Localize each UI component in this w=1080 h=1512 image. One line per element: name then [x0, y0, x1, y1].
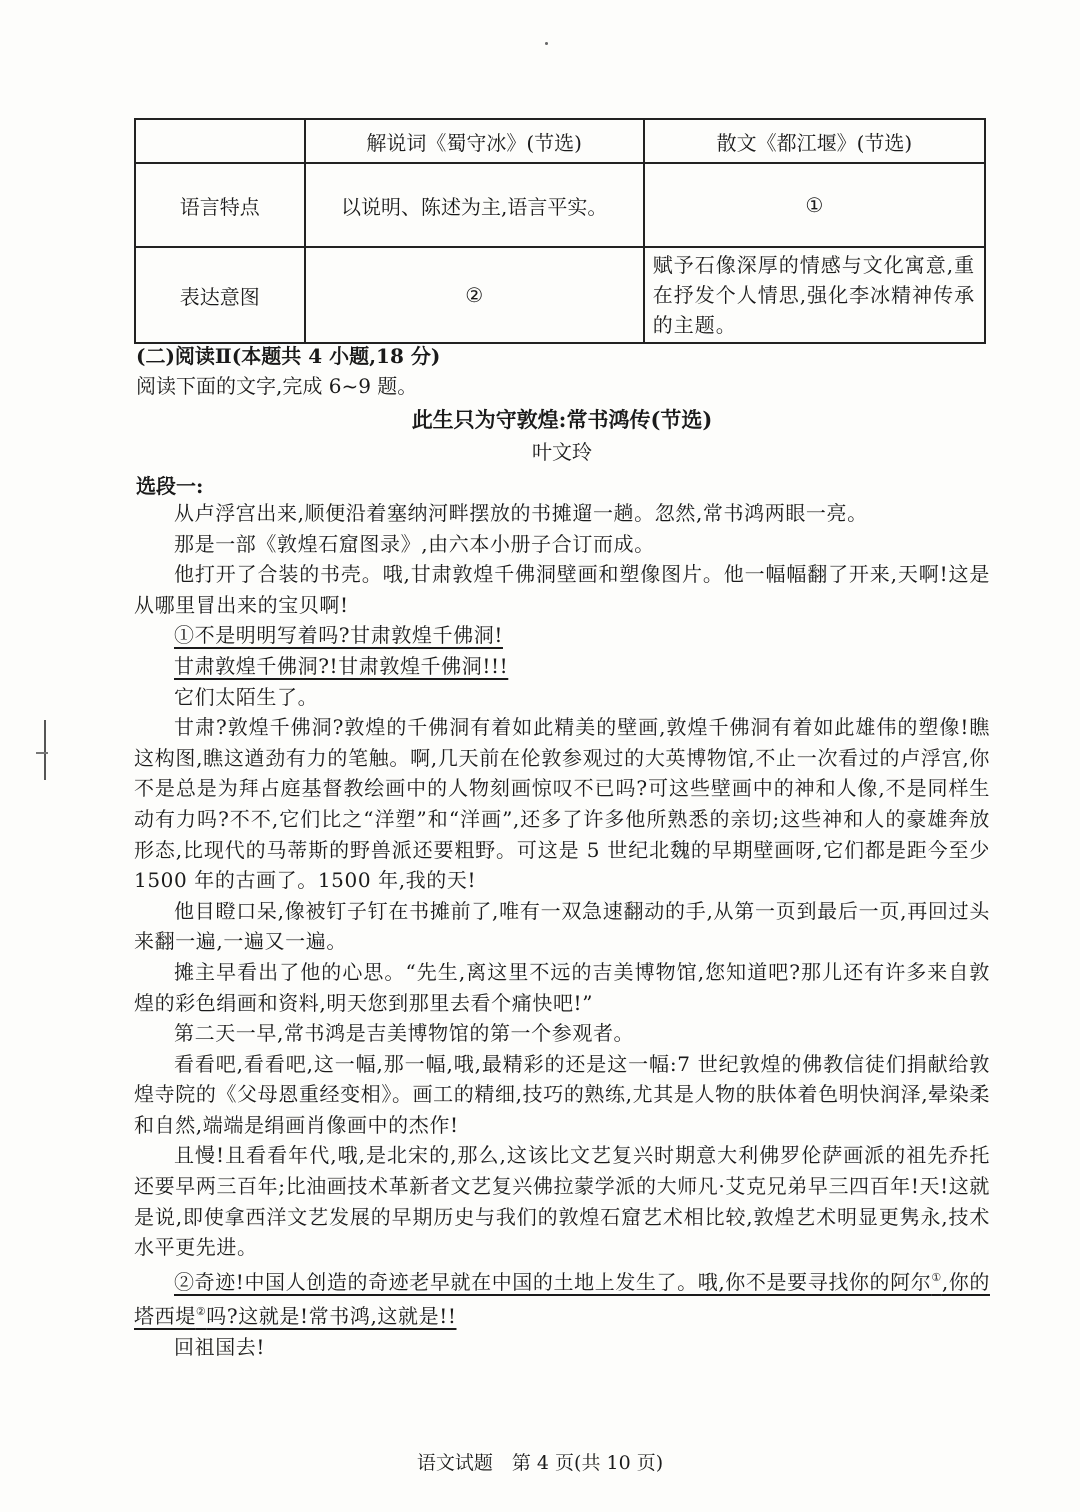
- scan-speck: [545, 42, 548, 45]
- paragraph-10: 第二天一早,常书鸿是吉美博物馆的第一个参观者。: [174, 1021, 635, 1046]
- paragraph-3: 他打开了合装的书壳。哦,甘肃敦煌千佛洞壁画和塑像图片。他一幅幅翻了开来,天啊!这是从哪里冒出来的宝贝啊!: [134, 562, 990, 617]
- paragraph-14: 回祖国去!: [174, 1335, 266, 1360]
- paragraph-6: 它们太陌生了。: [174, 684, 319, 709]
- author: 叶文玲: [532, 440, 592, 464]
- para13-part-c: 吗?这就是!常书鸿,这就是!!: [206, 1304, 457, 1329]
- page-footer: 语文试题 第 4 页(共 10 页): [416, 1452, 664, 1474]
- table-header-shushoubing: 解说词《蜀守冰》(节选): [305, 119, 644, 163]
- row-label-intent: 表达意图: [135, 247, 305, 343]
- comparison-table: [134, 118, 986, 344]
- paragraph-8: 他目瞪口呆,像被钉子钉在书摊前了,唯有一双急速翻动的手,从第一页到最后一页,再回过头来翻一遍,一遍又一遍。: [134, 898, 990, 954]
- section-heading: (二)阅读Ⅱ(本题共 4 小题,18 分): [136, 344, 441, 368]
- footnote-ref-1: ①: [931, 1270, 942, 1284]
- table-header-dujiangyan: 散文《都江堰》(节选): [644, 119, 985, 163]
- para13-part-b: ,你的塔西堤: [134, 1269, 990, 1329]
- cell-language-b: ①: [644, 163, 985, 247]
- underlined-sentence-1b: 甘肃敦煌千佛洞?!甘肃敦煌千佛洞!!!: [174, 653, 509, 678]
- paragraph-5-underlined: [134, 651, 990, 682]
- para13-part-a: ②奇迹!中国人创造的奇迹老早就在中国的土地上发生了。哦,你不是要寻找你的阿尔: [174, 1269, 932, 1294]
- paragraph-7: 甘肃?敦煌千佛洞?敦煌的千佛洞有着如此精美的壁画,敦煌千佛洞有着如此雄伟的塑像!瞧这构图,瞧这遒劲有力的笔触。啊,几天前在伦敦参观过的大英博物馆,不止一次看过的卢浮宫,你不是总是为拜占庭基督教绘画中的人物刻画惊叹不已吗?可这些壁画中的神和人像,不是同样生动有力吗?不不,它们比之“洋塑”和“洋画”,还多了许多他所熟悉的亲切;这些神和人的豪雄奔放形态,比现代的马蒂斯的野兽派还要粗野。可这是 5 世纪北魏的早期壁画呀,它们都是距今至少 1500 年的古画了。1500 年,我的天!: [134, 715, 990, 893]
- paragraph-9: 摊主早看出了他的心思。“先生,离这里不远的吉美博物馆,您知道吧?那儿还有许多来自敦煌的彩色绢画和资料,明天您到那里去看个痛快吧!”: [134, 959, 990, 1015]
- paragraph-12: 且慢!且看看年代,哦,是北宋的,那么,这该比文艺复兴时期意大利佛罗伦萨画派的祖先乔托还要早两三百年;比油画技术革新者文艺复兴佛拉蒙学派的大师凡·艾克兄弟早三四百年!天!这就是说,即使拿西洋文艺发展的早期历史与我们的敦煌石窟艺术相比较,敦煌艺术明显更隽永,技术水平更先进。: [134, 1143, 990, 1260]
- article-body: [134, 498, 990, 1363]
- table-header-row: [135, 119, 985, 163]
- cell-intent-b: 赋予石像深厚的情感与文化寓意,重在抒发个人情思,强化李冰精神传承的主题。: [644, 247, 985, 343]
- paragraph-1: 从卢浮宫出来,顺便沿着塞纳河畔摆放的书摊遛一趟。忽然,常书鸿两眼一亮。: [174, 501, 868, 525]
- margin-mark-tick: [36, 752, 48, 754]
- paragraph-11: 看看吧,看看吧,这一幅,那一幅,哦,最精彩的还是这一幅:7 世纪敦煌的佛教信徒们捐献给敦煌寺院的《父母恩重经变相》。画工的精细,技巧的熟练,尤其是人物的肤体着色明快润泽,晕染柔和自然,端端是绢画肖像画中的杰作!: [134, 1051, 990, 1137]
- cell-language-a: 以说明、陈述为主,语言平实。: [305, 163, 644, 247]
- article-title: 此生只为守敦煌:常书鸿传(节选): [411, 407, 713, 432]
- paragraph-4-underlined: [134, 620, 990, 651]
- paragraph-2: 那是一部《敦煌石窟图录》,由六本小册子合订而成。: [174, 531, 655, 556]
- margin-mark: [44, 720, 46, 780]
- table-row: [135, 163, 985, 247]
- row-label-language: 语言特点: [135, 163, 305, 247]
- underlined-sentence-2: [134, 1270, 990, 1329]
- instruction: 阅读下面的文字,完成 6~9 题。: [136, 374, 418, 398]
- paragraph-13-underlined: [134, 1263, 990, 1332]
- segment-label: 选段一:: [136, 474, 204, 498]
- footnote-ref-2: ②: [195, 1305, 207, 1319]
- underlined-sentence-1: ①不是明明写着吗?甘肃敦煌千佛洞!: [174, 623, 503, 648]
- table-row: [135, 247, 985, 343]
- table-header-empty: [135, 119, 305, 163]
- cell-intent-a: ②: [305, 247, 644, 343]
